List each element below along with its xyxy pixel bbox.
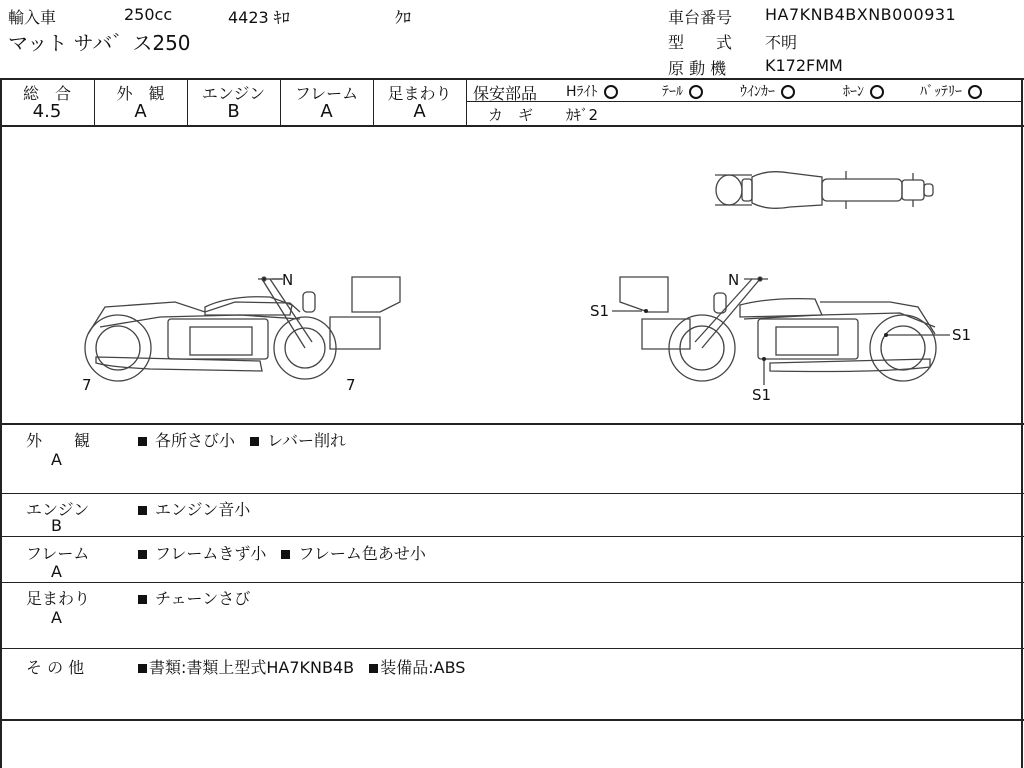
right-n-mark: N: [728, 271, 740, 289]
note-other-label: そ の 他: [26, 658, 85, 677]
engine-model: K172FMM: [765, 56, 843, 75]
bullet-square-icon: [369, 664, 378, 673]
note-item: 装備品:ABS: [380, 658, 466, 677]
right-s1-rear-mark: S1: [952, 326, 972, 344]
note-engine-items: [138, 497, 250, 520]
note-frame-items: [138, 541, 426, 564]
grade-overall-label: 総 合: [22, 84, 71, 103]
type-value: 不明: [765, 33, 798, 52]
grade-frame-value: A: [320, 101, 333, 122]
note-suspension-items: [138, 586, 250, 609]
model-name: マット サバ゛ス250: [8, 31, 191, 55]
note-suspension-label: 足まわり: [26, 589, 91, 608]
safety-tail-label: ﾃｰﾙ: [662, 84, 683, 100]
note-suspension-grade: A: [51, 608, 62, 627]
bullet-square-icon: [281, 550, 290, 559]
engine-label: 原 動 機: [668, 59, 727, 78]
safety-battery-label: ﾊﾞｯﾃﾘｰ: [920, 84, 962, 100]
right-s1-bottom-mark: S1: [752, 386, 772, 404]
safety-horn: [843, 81, 884, 101]
right-s1-bag-mark: S1: [590, 302, 610, 320]
grade-frame-label: フレーム: [294, 84, 359, 103]
displacement: 250cc: [124, 5, 173, 24]
note-item: エンジン音小: [155, 500, 251, 519]
key-label: カ ギ: [488, 106, 534, 124]
bullet-square-icon: [138, 437, 147, 446]
note-item: フレーム色あせ小: [298, 544, 426, 563]
type-label: 型 式: [668, 33, 733, 52]
left-rear-mark: 7: [346, 376, 356, 394]
mileage: 4423 ｷﾛ: [228, 8, 290, 27]
safety-winker-label: ｳｲﾝｶｰ: [740, 84, 775, 100]
note-item: チェーンさび: [155, 589, 251, 608]
bullet-square-icon: [138, 506, 147, 515]
chassis-label: 車台番号: [668, 8, 733, 27]
bullet-square-icon: [138, 595, 147, 604]
grade-exterior-value: A: [134, 101, 147, 122]
safety-parts-label: 保安部品: [473, 84, 538, 103]
color: ｸﾛ: [395, 8, 412, 27]
ok-circle-icon: [781, 85, 795, 99]
ok-circle-icon: [604, 85, 618, 99]
left-front-mark: 7: [82, 376, 92, 394]
note-frame-grade: A: [51, 562, 62, 581]
left-n-mark: N: [282, 271, 294, 289]
grade-engine-value: B: [227, 101, 240, 122]
top-view-motorcycle: [715, 171, 933, 209]
safety-horn-label: ﾎｰﾝ: [843, 84, 864, 100]
grade-overall-value: 4.5: [32, 101, 62, 122]
note-item: 書類:書類上型式HA7KNB4B: [149, 658, 355, 677]
note-item: フレームきず小: [155, 544, 267, 563]
import-label: 輸入車: [8, 8, 57, 27]
note-other-items: [138, 655, 465, 678]
safety-battery: [920, 81, 982, 101]
left-side-motorcycle: [85, 277, 400, 381]
note-engine-label: エンジン: [26, 500, 90, 519]
safety-tail: [662, 81, 703, 101]
note-frame-label: フレーム: [26, 544, 90, 563]
note-exterior-grade: A: [51, 450, 62, 469]
safety-winker: [740, 81, 795, 101]
note-exterior-label: 外 観: [26, 431, 91, 450]
safety-headlight-label: Hﾗｲﾄ: [566, 84, 598, 100]
ok-circle-icon: [870, 85, 884, 99]
note-item: 各所さび小: [155, 431, 236, 450]
grade-engine-label: エンジン: [201, 84, 266, 103]
safety-headlight: [566, 81, 618, 101]
note-item: レバー削れ: [267, 431, 346, 450]
bullet-square-icon: [250, 437, 259, 446]
ok-circle-icon: [968, 85, 982, 99]
note-engine-grade: B: [51, 516, 62, 535]
ok-circle-icon: [689, 85, 703, 99]
key-value: ｶｷﾞ2: [566, 106, 599, 124]
note-exterior-items: [138, 428, 346, 451]
bullet-square-icon: [138, 550, 147, 559]
grade-suspension-value: A: [413, 101, 426, 122]
grade-exterior-label: 外 観: [116, 84, 165, 103]
chassis-number: HA7KNB4BXNB000931: [765, 5, 957, 24]
damage-diagram: [0, 127, 1022, 423]
grade-suspension-label: 足まわり: [387, 84, 452, 103]
right-side-motorcycle: [620, 277, 936, 381]
bullet-square-icon: [138, 664, 147, 673]
